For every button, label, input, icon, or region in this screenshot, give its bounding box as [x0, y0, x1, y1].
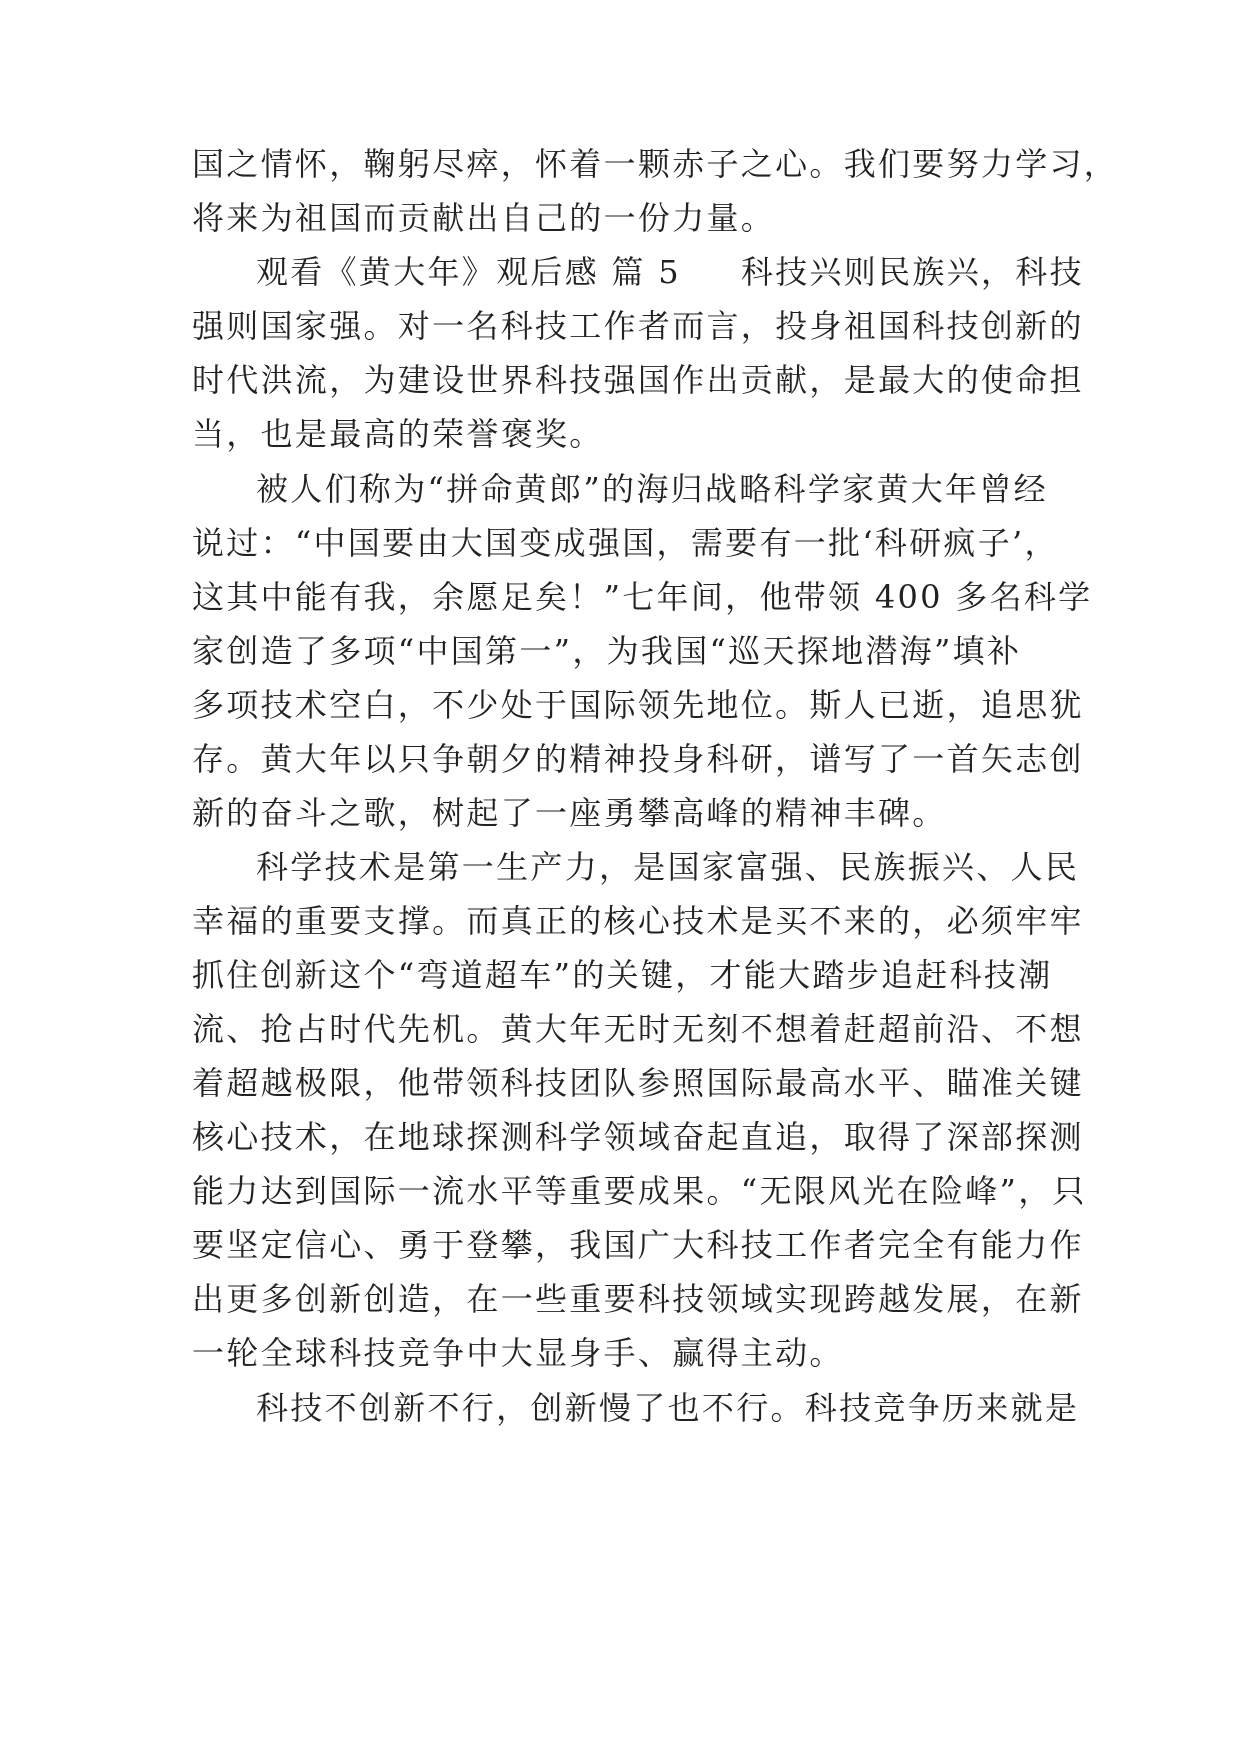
text-line: 幸福的重要支撑。而真正的核心技术是买不来的，必须牢牢	[192, 902, 1084, 940]
text-line: 要坚定信心、勇于登攀，我国广大科技工作者完全有能力作	[192, 1226, 1084, 1264]
text-line: 被人们称为“拼命黄郎”的海归战略科学家黄大年曾经	[256, 470, 1048, 508]
text-line: 当，也是最高的荣誉褒奖。	[192, 415, 604, 453]
text-line: 说过：“中国要由大国变成强国，需要有一批‘科研疯子’，	[192, 524, 1059, 562]
text-line: 多项技术空白，不少处于国际领先地位。斯人已逝，追思犹	[192, 686, 1084, 724]
text-line: 存。黄大年以只争朝夕的精神投身科研，谱写了一首矢志创	[192, 740, 1084, 778]
text-line: 国之情怀，鞠躬尽瘁，怀着一颗赤子之心。我们要努力学习，	[192, 145, 1119, 183]
text-line: 出更多创新创造，在一些重要科技领域实现跨越发展，在新	[192, 1280, 1084, 1318]
section-heading: 观看《黄大年》观后感 篇 5	[256, 253, 681, 291]
text-line: 抓住创新这个“弯道超车”的关键，才能大踏步追赶科技潮	[192, 956, 1053, 994]
text-line: 这其中能有我，余愿足矣！”七年间，他带领 400 多名科学	[192, 578, 1093, 616]
section-heading-line	[256, 252, 1084, 292]
text-line: 科技不创新不行，创新慢了也不行。科技竞争历来就是	[256, 1389, 1080, 1427]
text-line: 强则国家强。对一名科技工作者而言，投身祖国科技创新的	[192, 307, 1084, 345]
text-line: 科学技术是第一生产力，是国家富强、民族振兴、人民	[256, 848, 1080, 886]
text-line: 核心技术，在地球探测科学领域奋起直追，取得了深部探测	[192, 1118, 1084, 1156]
text-line: 流、抢占时代先机。黄大年无时无刻不想着赶超前沿、不想	[192, 1010, 1084, 1048]
text-line: 将来为祖国而贡献出自己的一份力量。	[192, 199, 776, 237]
text-line: 新的奋斗之歌，树起了一座勇攀高峰的精神丰碑。	[192, 794, 947, 832]
text-line: 能力达到国际一流水平等重要成果。“无限风光在险峰”，只	[192, 1172, 1087, 1210]
text-segment: 科技兴则民族兴，科技	[740, 253, 1084, 291]
text-line: 时代洪流，为建设世界科技强国作出贡献，是最大的使命担	[192, 361, 1084, 399]
text-line: 着超越极限，他带领科技团队参照国际最高水平、瞄准关键	[192, 1064, 1084, 1102]
text-line: 一轮全球科技竞争中大显身手、赢得主动。	[192, 1334, 844, 1372]
text-line: 家创造了多项“中国第一”，为我国“巡天探地潜海”填补	[192, 632, 1022, 670]
